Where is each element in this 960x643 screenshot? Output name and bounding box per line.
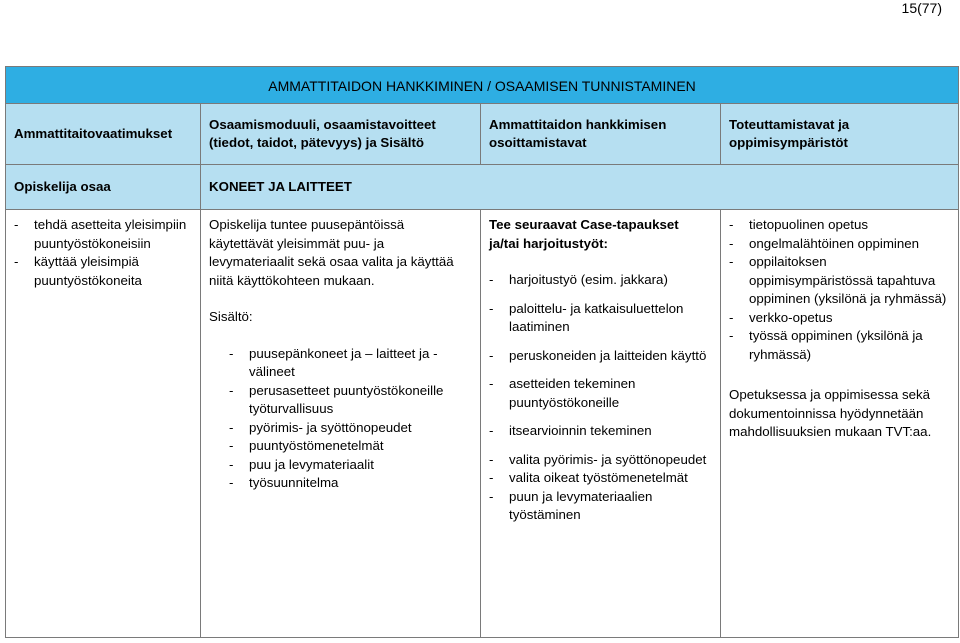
list-item: - puun ja levymateriaalien työstäminen — [489, 488, 712, 525]
requirements-list — [14, 216, 192, 290]
page-number: 15(77) — [901, 0, 942, 16]
implementation-list — [729, 216, 950, 364]
header-module: Osaamismoduuli, osaamistavoitteet (tiedot, taidot, pätevyys) ja Sisältö — [201, 104, 481, 165]
implementation-cell — [721, 210, 959, 638]
implementation-note: Opetuksessa ja oppimisessa sekä dokumentoinnissa hyödynnetään mahdollisuuksien mukaan TVT:aa. — [729, 387, 932, 439]
list-item: - paloittelu- ja katkaisuluettelon laatiminen — [489, 300, 712, 337]
content-list — [229, 345, 472, 493]
requirements-cell — [6, 210, 201, 638]
header-requirements: Ammattitaitovaatimukset — [6, 104, 201, 165]
list-item: - itsearvioinnin tekeminen — [489, 422, 712, 441]
list-item: - asetteiden tekeminen puuntyöstökoneille — [489, 375, 712, 412]
subheader-student-should: Opiskelija osaa — [6, 165, 201, 210]
list-item: - peruskoneiden ja laitteiden käyttö — [489, 347, 712, 366]
content-label: Sisältö: — [209, 309, 253, 324]
list-item: - tehdä asetteita yleisimpiin puuntyöstökoneisiin — [14, 216, 192, 253]
list-item: - pyörimis- ja syöttönopeudet — [229, 419, 472, 438]
title-row — [6, 67, 959, 104]
header-implementation: Toteuttamistavat ja oppimisympäristöt — [721, 104, 959, 165]
list-item: - työssä oppiminen (yksilönä ja ryhmässä) — [729, 327, 950, 364]
demonstration-list — [489, 271, 712, 525]
list-item: - harjoitustyö (esim. jakkara) — [489, 271, 712, 290]
demonstration-cell — [481, 210, 721, 638]
demonstration-intro: Tee seuraavat Case-tapaukset ja/tai harjoitustyöt: — [489, 217, 679, 251]
list-item: - valita pyörimis- ja syöttönopeudet — [489, 451, 712, 470]
list-item: - perusasetteet puuntyöstökoneille työturvallisuus — [229, 382, 472, 419]
subheader-module-name: KONEET JA LAITTEET — [201, 165, 959, 210]
list-item: - oppilaitoksen oppimisympäristössä tapahtuva oppiminen (yksilönä ja ryhmässä) — [729, 253, 950, 309]
list-item: - verkko-opetus — [729, 309, 950, 328]
header-row — [6, 104, 959, 165]
list-item: - työsuunnitelma — [229, 474, 472, 493]
list-item: - puusepänkoneet ja – laitteet ja -välineet — [229, 345, 472, 382]
list-item: - valita oikeat työstömenetelmät — [489, 469, 712, 488]
list-item: - tietopuolinen opetus — [729, 216, 950, 235]
list-item: - puu ja levymateriaalit — [229, 456, 472, 475]
curriculum-table — [5, 66, 959, 638]
list-item: - käyttää yleisimpiä puuntyöstökoneita — [14, 253, 192, 290]
header-demonstration: Ammattitaidon hankkimisen osoittamistavat — [481, 104, 721, 165]
list-item: - ongelmalähtöinen oppiminen — [729, 235, 950, 254]
table-title: AMMATTITAIDON HANKKIMINEN / OSAAMISEN TUNNISTAMINEN — [6, 67, 959, 104]
list-item: - puuntyöstömenetelmät — [229, 437, 472, 456]
module-cell — [201, 210, 481, 638]
subheader-row — [6, 165, 959, 210]
content-row — [6, 210, 959, 638]
module-intro: Opiskelija tuntee puusepäntöissä käytettävät yleisimmät puu- ja levymateriaalit sekä osaa valita ja käyttää niitä käyttökohteen mukaan. — [209, 217, 454, 288]
